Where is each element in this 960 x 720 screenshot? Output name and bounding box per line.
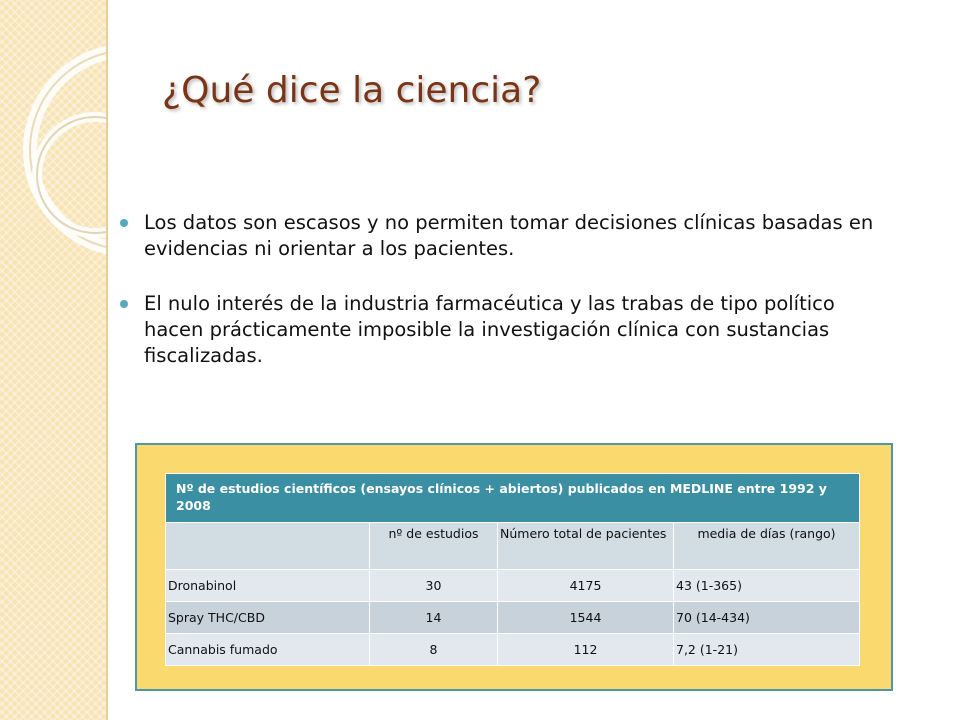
bullet-text: Los datos son escasos y no permiten tomar decisiones clínicas basadas en evidencias ni orientar a los pacientes. xyxy=(144,211,874,260)
table-cell: 30 xyxy=(370,570,498,602)
table-cell: 7,2 (1-21) xyxy=(674,634,860,666)
studies-table xyxy=(165,473,860,666)
table-cell: Spray THC/CBD xyxy=(166,602,370,634)
bullet-item xyxy=(118,291,878,369)
ring-decoration-icon xyxy=(0,0,106,720)
header-cell: nº de estudios xyxy=(370,523,498,570)
table-caption: Nº de estudios científicos (ensayos clínicos + abiertos) publicados en MEDLINE entre 1992 y 2008 xyxy=(166,474,860,523)
table-cell: Dronabinol xyxy=(166,570,370,602)
bullet-text: El nulo interés de la industria farmacéutica y las trabas de tipo político hacen prácticamente imposible la investigación clínica con sustancias fiscalizadas. xyxy=(144,291,835,367)
table-cell: 43 (1-365) xyxy=(674,570,860,602)
table-panel xyxy=(135,443,893,691)
table-cell: 14 xyxy=(370,602,498,634)
decorative-side-strip xyxy=(0,0,108,720)
table-cell: 8 xyxy=(370,634,498,666)
table-cell: 1544 xyxy=(498,602,674,634)
header-cell xyxy=(166,523,370,570)
table-cell: 70 (14-434) xyxy=(674,602,860,634)
bullet-dot-icon xyxy=(120,300,128,308)
slide-title: ¿Qué dice la ciencia? xyxy=(162,70,542,111)
bullet-list xyxy=(118,210,878,398)
table-row xyxy=(166,602,860,634)
table-row xyxy=(166,570,860,602)
bullet-item xyxy=(118,210,878,262)
bullet-dot-icon xyxy=(120,219,128,227)
table-row xyxy=(166,634,860,666)
table-cell: 4175 xyxy=(498,570,674,602)
table-cell: 112 xyxy=(498,634,674,666)
table-caption-row xyxy=(166,474,860,523)
table-header-row xyxy=(166,523,860,570)
header-cell: media de días (rango) xyxy=(674,523,860,570)
header-cell: Número total de pacientes xyxy=(498,523,674,570)
table-cell: Cannabis fumado xyxy=(166,634,370,666)
